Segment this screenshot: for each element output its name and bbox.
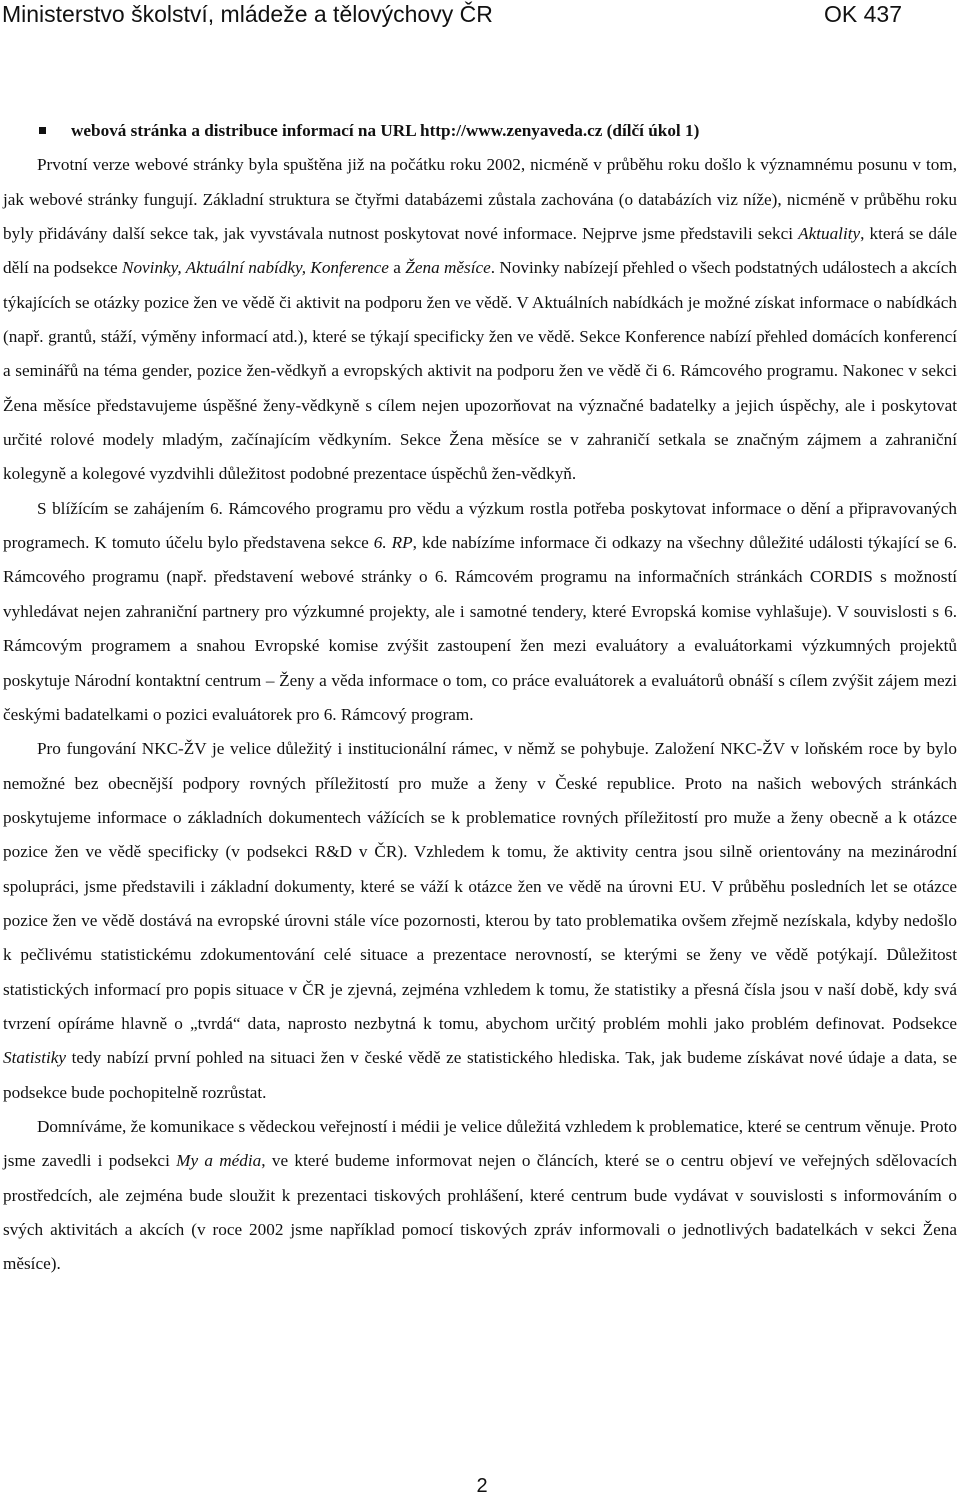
bullet-heading [3, 114, 957, 148]
subsection-names: Novinky, Aktuální nabídky, Konference [121, 258, 389, 278]
paragraph-4-text-b: , ve které budeme informovat nejen o článcích, které se o centru objeví ve veřejných sdělovacích prostředcích, ale zejména bude sloužit k prezentaci tiskových prohlášení, které centrum bude vydávat v souvislosti s informováním o svých aktivitách a akcích (v roce 2002 jsme například pomocí tiskových zpráv informovali o jednotlivých badatelkách v sekci Žena měsíce). [3, 1151, 957, 1274]
paragraph-1-text-a: Prvotní verze webové stránky byla spuštěna již na počátku roku 2002, nicméně v průběhu roku došlo k významnému posunu v tom, jak webové stránky fungují. Základní struktura se čtyřmi databázemi zůstala zachována (o databázích viz níže), nicméně v průběhu roku byly přidávány další sekce tak, jak vyvstávala nutnost poskytovat nové informace. Nejprve jsme představili sekci [3, 155, 957, 244]
subsection-statistiky: Statistiky [3, 1048, 67, 1068]
paragraph-2-text-a: S blížícím se zahájením 6. Rámcového programu pro vědu a výzkum rostla potřeba poskytovat informace o dění a připravovaných programech. K tomuto účelu bylo představena sekce [3, 498, 957, 553]
page-number: 2 [476, 1475, 488, 1497]
square-bullet-icon [39, 127, 46, 134]
paragraph-3 [3, 732, 957, 1110]
subsection-my-a-media: My a média [176, 1151, 262, 1171]
paragraph-2-text-b: , kde nabízíme informace či odkazy na všechny důležité události týkající se 6. Rámcového programu (např. představení webové stránky o 6. Rámcovém programu na informačních stránkách CORDIS s možností vyhledávat nejen zahraniční partnery pro výzkumné projekty, ale i samotné tendery, které Evropská komise vyhlašuje). V souvislosti s 6. Rámcovým programem a snahou Evropské komise zvýšit zastoupení žen mezi evaluátory a evaluátorkami výzkumných projektů poskytuje Národní kontaktní centrum – Ženy a věda informace o tom, co práce evaluátorek a evaluátorů obnáší s cílem zvýšit zájem mezi českými badatelkami o pozici evaluátorek pro 6. Rámcový program. [3, 533, 957, 724]
page-header [0, 0, 960, 30]
section-aktuality: Aktuality [798, 224, 861, 244]
paragraph-1 [3, 148, 957, 491]
paragraph-3-text-a: Pro fungování NKC-ŽV je velice důležitý i institucionální rámec, v němž se pohybuje. Založení NKC-ŽV v loňském roce by bylo nemožné bez obecnější podpory rovných příležitostí pro muže a ženy v České republice. Proto na našich webových stránkách poskytujeme informace o základních dokumentech vážících se k problematice rovných příležitostí pro muže a ženy obecně a k otázce pozice žen ve vědě specificky (v podsekci R&D v ČR). Vzhledem k tomu, že aktivity centra jsou silně orientovány na mezinárodní spolupráci, jsme představili i základní dokumenty, které se váží k otázce žen ve vědě na úrovni EU. V průběhu posledních let se otázce pozice žen ve vědě dostává na evropské úrovni stále více pozornosti, kterou by tato problematika ovšem zřejmě nezískala, kdyby nedošlo k pečlivému statistickému zdokumentování celé situace a prezentace nerovností, se kterými se ženy ve vědě potýkají. Důležitost statistických informací pro popis situace v ČR je zjevná, zejména vzhledem k tomu, že statistiky a přesná čísla jsou v naší době, kdy svá tvrzení opíráme hlavně o „tvrdá“ data, naprosto nezbytná k tomu, abychom určitý problém mohli jako problém definovat. Podsekce [3, 739, 957, 1033]
document-body [3, 114, 957, 1282]
paragraph-1-text-c: a [388, 258, 406, 278]
section-6rp: 6. RP [373, 533, 413, 553]
paragraph-4 [3, 1110, 957, 1282]
paragraph-3-text-b: tedy nabízí první pohled na situaci žen v české vědě ze statistického hlediska. Tak, jak budeme získávat nové údaje a data, se podsekce bude pochopitelně rozrůstat. [3, 1048, 957, 1102]
document-code: OK 437 [824, 1, 902, 27]
paragraph-4-text-a: Domníváme, že komunikace s vědeckou veřejností i médii je velice důležitá vzhledem k problematice, které se centrum věnuje. Proto jsme zavedli i podsekci [3, 1116, 957, 1171]
paragraph-1-text-b: , která se dále dělí na podsekce [3, 224, 957, 278]
bullet-heading-text: webová stránka a distribuce informací na URL http://www.zenyaveda.cz (dílčí úkol 1) [71, 121, 700, 140]
subsection-zena-mesice: Žena měsíce [405, 258, 491, 278]
paragraph-2 [3, 492, 957, 732]
ministry-name: Ministerstvo školství, mládeže a tělovýchovy ČR [2, 1, 493, 27]
paragraph-1-text-d: . Novinky nabízejí přehled o všech podstatných událostech a akcích týkajících se otázky pozice žen ve vědě či aktivit na podporu žen ve vědě. V Aktuálních nabídkách je možné získat informace o nabídkách (např. grantů, stáží, výměny informací atd.), které se týkají specificky žen ve vědě. Sekce Konference nabízí přehled domácích konferencí a seminářů na téma gender, pozice žen-vědkyň a evropských aktivit na podporu žen ve vědě či 6. Rámcového programu. Nakonec v sekci Žena měsíce představujeme úspěšné ženy-vědkyně s cílem nejen upozorňovat na význačné badatelky a jejich úspěchy, ale i poskytovat určité rolové modely mladým, začínajícím vědkyním. Sekce Žena měsíce se v zahraničí setkala se značným zájmem a zahraniční kolegyně a kolegové vyzdvihli důležitost podobné prezentace úspěchů žen-vědkyň. [3, 258, 958, 484]
